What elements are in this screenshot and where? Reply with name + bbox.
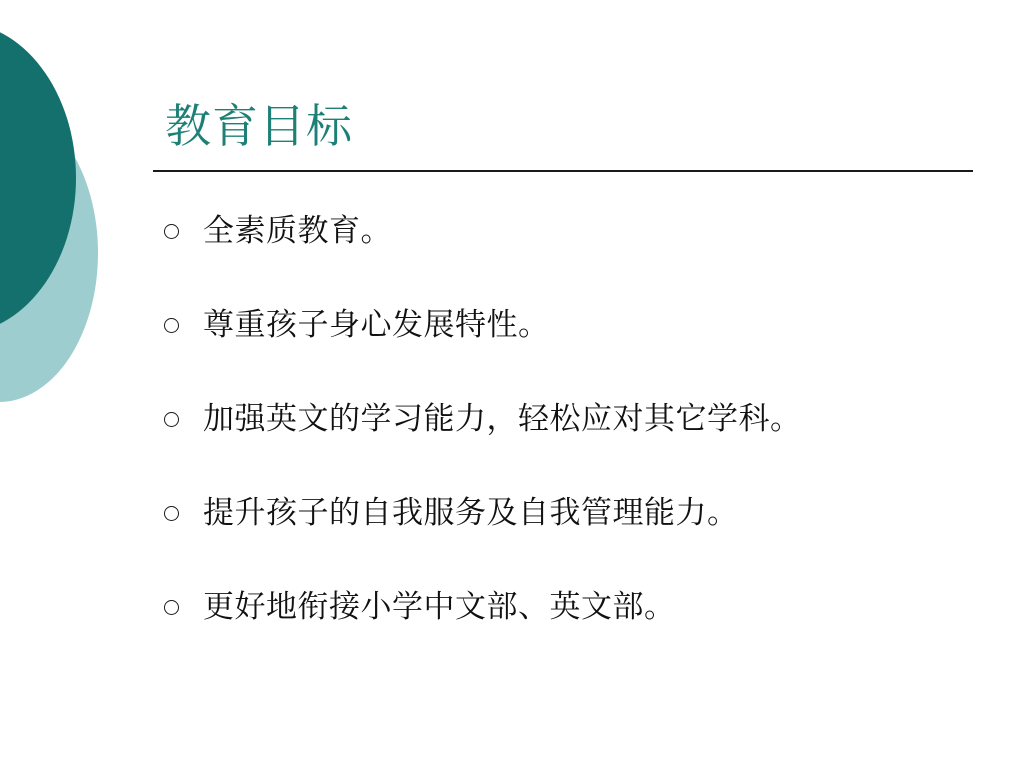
title-underline-divider: [153, 170, 973, 172]
bullet-text: 加强英文的学习能力，轻松应对其它学科。: [203, 401, 802, 437]
bullet-text: 尊重孩子身心发展特性。: [203, 307, 550, 343]
hollow-circle-bullet-icon: [164, 600, 179, 615]
hollow-circle-bullet-icon: [164, 224, 179, 239]
bullet-item: [164, 579, 802, 635]
hollow-circle-bullet-icon: [164, 506, 179, 521]
bullet-item: [164, 485, 802, 541]
bullet-item: [164, 297, 802, 353]
hollow-circle-bullet-icon: [164, 318, 179, 333]
hollow-circle-bullet-icon: [164, 412, 179, 427]
slide-title: 教育目标: [165, 99, 353, 153]
bullet-item: [164, 203, 802, 259]
bullet-item: [164, 391, 802, 447]
bullet-text: 提升孩子的自我服务及自我管理能力。: [203, 495, 739, 531]
bullet-list: [164, 203, 802, 673]
bullet-text: 全素质教育。: [203, 213, 392, 249]
bullet-text: 更好地衔接小学中文部、英文部。: [203, 589, 676, 625]
